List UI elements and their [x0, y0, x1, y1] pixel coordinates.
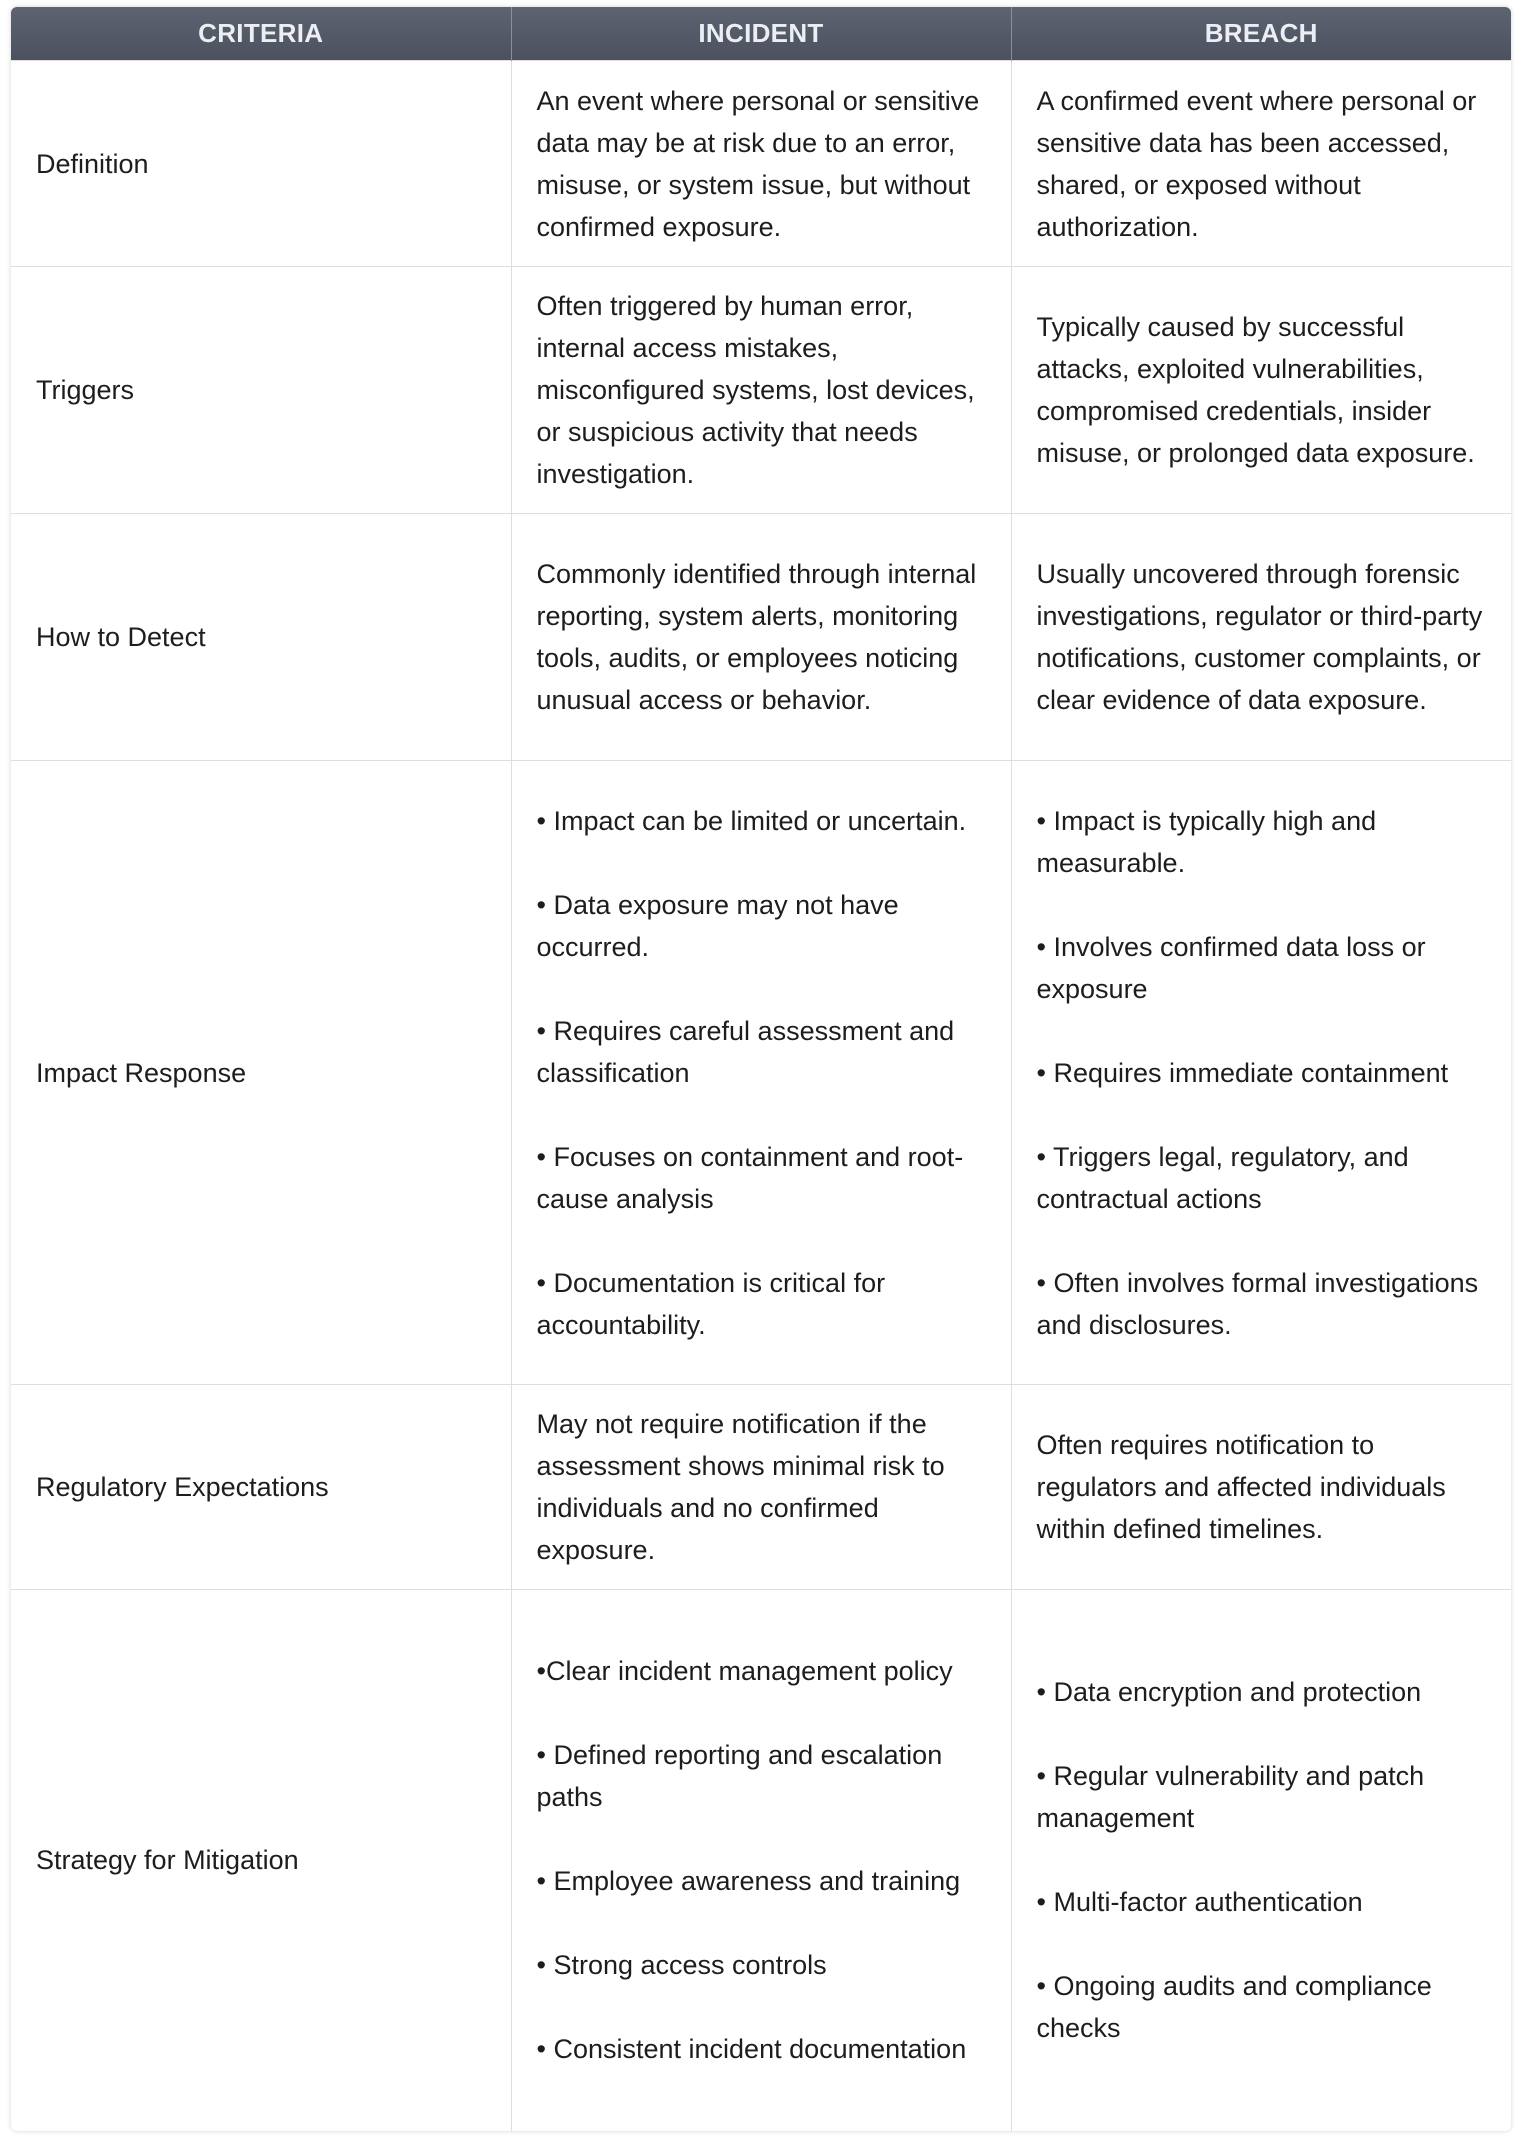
incident-bullet: • Defined reporting and escalation paths: [536, 1740, 943, 1813]
breach-cell: [1011, 1385, 1511, 1590]
breach-bullet: • Involves confirmed data loss or exposure: [1036, 931, 1426, 1004]
incident-bullet: • Consistent incident documentation: [536, 2034, 967, 2065]
table-row-impact-response: [11, 761, 1511, 1385]
incident-text: An event where personal or sensitive data may be at risk due to an error, misuse, or system issue, but without confirmed exposure.: [536, 85, 980, 242]
breach-cell: [1011, 1590, 1511, 2131]
incident-bullet: • Documentation is critical for accountability.: [536, 1267, 886, 1340]
incident-bullet: • Requires careful assessment and classification: [536, 1015, 955, 1088]
breach-cell: [1011, 267, 1511, 514]
breach-text: A confirmed event where personal or sensitive data has been accessed, shared, or exposed without authorization.: [1036, 85, 1477, 242]
incident-cell: [511, 1385, 1011, 1590]
table-body: [11, 61, 1511, 2131]
incident-bullet: • Employee awareness and training: [536, 1866, 961, 1897]
breach-bullet: • Regular vulnerability and patch management: [1036, 1761, 1425, 1834]
table-row-strategy-for-mitigation: [11, 1590, 1511, 2131]
comparison-table-container: [11, 7, 1511, 2131]
incident-cell: [511, 514, 1011, 761]
criteria-cell: How to Detect: [11, 514, 511, 761]
incident-cell: [511, 761, 1011, 1385]
breach-cell: [1011, 61, 1511, 267]
incident-text: Commonly identified through internal reporting, system alerts, monitoring tools, audits, or employees noticing unusual access or behavior.: [536, 559, 977, 715]
breach-bullet: • Multi-factor authentication: [1036, 1887, 1363, 1918]
criteria-cell: Definition: [11, 61, 511, 267]
breach-text: Often requires notification to regulators and affected individuals within defined timelines.: [1036, 1430, 1446, 1544]
header-criteria: CRITERIA: [11, 7, 511, 61]
table-row-how-to-detect: [11, 514, 1511, 761]
table-row-regulatory-expectations: [11, 1385, 1511, 1590]
incident-cell: [511, 61, 1011, 267]
breach-bullet: • Often involves formal investigations and disclosures.: [1036, 1267, 1479, 1340]
breach-bullet: • Triggers legal, regulatory, and contractual actions: [1036, 1141, 1409, 1214]
breach-bullet: • Data encryption and protection: [1036, 1677, 1422, 1708]
breach-cell: [1011, 761, 1511, 1385]
header-incident: INCIDENT: [511, 7, 1011, 61]
breach-bullet: • Ongoing audits and compliance checks: [1036, 1971, 1432, 2044]
incident-cell: [511, 1590, 1011, 2131]
incident-vs-breach-table: [11, 7, 1511, 2131]
criteria-cell: Triggers: [11, 267, 511, 514]
incident-bullet: • Focuses on containment and root-cause analysis: [536, 1141, 964, 1214]
breach-bullet: • Impact is typically high and measurable.: [1036, 805, 1377, 878]
criteria-cell: Impact Response: [11, 761, 511, 1385]
incident-bullet: • Impact can be limited or uncertain.: [536, 805, 967, 836]
table-row-definition: [11, 61, 1511, 267]
breach-bullet: • Requires immediate containment: [1036, 1057, 1449, 1088]
table-row-triggers: [11, 267, 1511, 514]
incident-cell: [511, 267, 1011, 514]
incident-text: May not require notification if the assessment shows minimal risk to individuals and no confirmed exposure.: [536, 1409, 945, 1565]
breach-text: Typically caused by successful attacks, exploited vulnerabilities, compromised credentials, insider misuse, or prolonged data exposure.: [1036, 312, 1475, 468]
incident-bullet: •Clear incident management policy: [536, 1656, 953, 1687]
incident-bullet: • Data exposure may not have occurred.: [536, 889, 899, 962]
table-header: [11, 7, 1511, 61]
criteria-cell: Regulatory Expectations: [11, 1385, 511, 1590]
incident-bullet: • Strong access controls: [536, 1950, 827, 1981]
criteria-cell: Strategy for Mitigation: [11, 1590, 511, 2131]
header-breach: BREACH: [1011, 7, 1511, 61]
header-row: [11, 7, 1511, 61]
breach-text: Usually uncovered through forensic investigations, regulator or third-party notifications, customer complaints, or clear evidence of data exposure.: [1036, 559, 1483, 715]
incident-text: Often triggered by human error, internal access mistakes, misconfigured systems, lost devices, or suspicious activity that needs investigation.: [536, 291, 975, 489]
breach-cell: [1011, 514, 1511, 761]
